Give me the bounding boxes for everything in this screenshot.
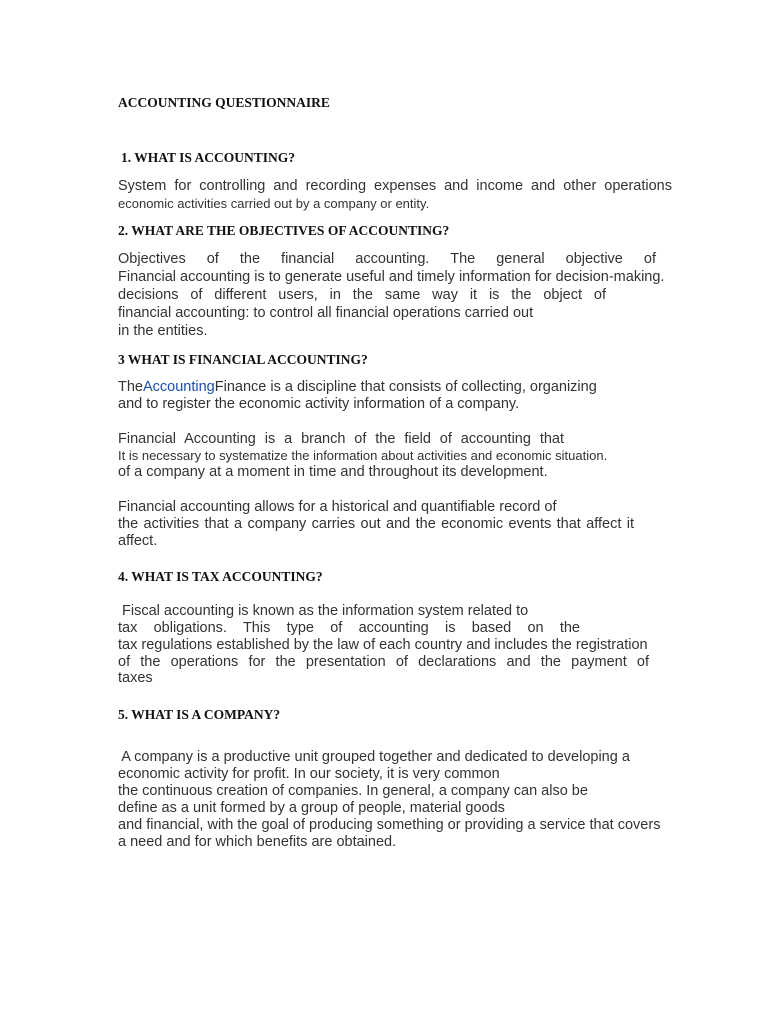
question-4-heading: 4. WHAT IS TAX ACCOUNTING? bbox=[118, 569, 323, 584]
q1-line-1: System for controlling and recording expenses and income and other operations bbox=[118, 178, 672, 194]
q5-line-6: a need and for which benefits are obtained. bbox=[118, 834, 397, 850]
q4-line-4: of the operations for the presentation of declarations and the payment of bbox=[118, 654, 649, 670]
q3-rest: Finance is a discipline that consists of collecting, organizing bbox=[214, 379, 597, 395]
q3-para-3-line-2: the activities that a company carries out and the economic events that affect it bbox=[118, 516, 634, 532]
q2-line-5: in the entities. bbox=[118, 323, 208, 339]
q4-line-3: tax regulations established by the law of each country and includes the registration bbox=[118, 637, 648, 653]
q2-line-4: financial accounting: to control all financial operations carried out bbox=[118, 305, 534, 321]
q3-para-2-line-2: It is necessary to systematize the information about activities and economic situation. bbox=[118, 448, 608, 463]
document-title: ACCOUNTING QUESTIONNAIRE bbox=[118, 95, 330, 110]
q3-para-2-line-1: Financial Accounting is a branch of the field of accounting that bbox=[118, 431, 564, 447]
question-2-heading: 2. WHAT ARE THE OBJECTIVES OF ACCOUNTING? bbox=[118, 223, 450, 238]
q5-line-1: A company is a productive unit grouped together and dedicated to developing a bbox=[118, 749, 630, 765]
q5-line-4: define as a unit formed by a group of people, material goods bbox=[118, 800, 505, 816]
q3-para-2-line-3: of a company at a moment in time and throughout its development. bbox=[118, 464, 548, 480]
q5-line-5: and financial, with the goal of producing something or providing a service that covers bbox=[118, 817, 661, 833]
question-3-heading: 3 WHAT IS FINANCIAL ACCOUNTING? bbox=[118, 352, 368, 367]
q4-line-5: taxes bbox=[118, 670, 153, 686]
q3-para-1-line-1 bbox=[118, 379, 672, 396]
q5-line-3: the continuous creation of companies. In general, a company can also be bbox=[118, 783, 588, 799]
q2-line-3: decisions of different users, in the same way it is the object of bbox=[118, 287, 606, 303]
q3-prefix: The bbox=[118, 379, 143, 395]
q5-line-2: economic activity for profit. In our society, it is very common bbox=[118, 766, 500, 782]
q2-line-2: Financial accounting is to generate useful and timely information for decision-making. bbox=[118, 269, 665, 285]
q3-para-3-line-3: affect. bbox=[118, 533, 158, 549]
accounting-link[interactable]: Accounting bbox=[143, 379, 215, 395]
q3-para-3-line-1: Financial accounting allows for a historical and quantifiable record of bbox=[118, 499, 557, 515]
q4-line-2: tax obligations. This type of accounting is based on the bbox=[118, 620, 580, 636]
q3-para-1-line-2: and to register the economic activity information of a company. bbox=[118, 396, 520, 412]
q4-line-1: Fiscal accounting is known as the information system related to bbox=[118, 603, 529, 619]
question-5-heading: 5. WHAT IS A COMPANY? bbox=[118, 707, 281, 722]
question-1-heading: 1. WHAT IS ACCOUNTING? bbox=[121, 150, 296, 165]
q2-line-1: Objectives of the financial accounting. The general objective of bbox=[118, 251, 656, 267]
q1-line-2: economic activities carried out by a company or entity. bbox=[118, 196, 430, 211]
